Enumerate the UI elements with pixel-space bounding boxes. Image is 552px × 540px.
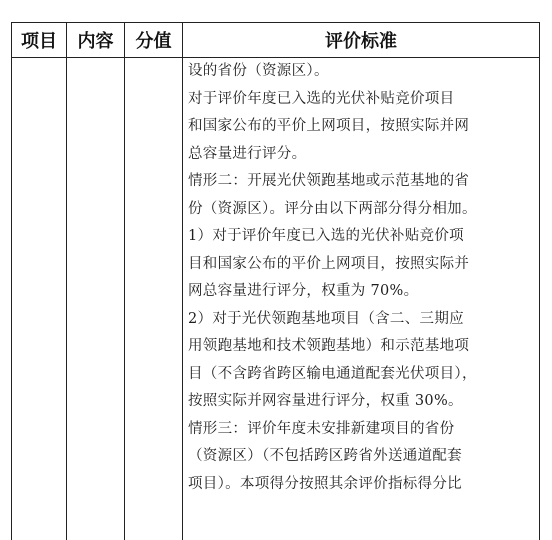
evaluation-table <box>11 22 540 540</box>
header-content: 内容 <box>77 31 114 52</box>
item-cell <box>12 58 66 540</box>
header-score: 分值 <box>135 31 172 52</box>
criteria-line: 目（不含跨省跨区输电通道配套光伏项目）， <box>188 365 477 382</box>
header-item: 项目 <box>21 31 57 52</box>
criteria-line: 对于评价年度已入选的光伏补贴竞价项目 <box>188 90 455 107</box>
content-cell <box>67 58 124 540</box>
criteria-line: 1）对于评价年度已入选的光伏补贴竞价项 <box>188 228 464 244</box>
criteria-line: 按照实际并网容量进行评分，权重 30%。 <box>188 393 463 409</box>
criteria-line: 和国家公布的平价上网项目，按照实际并网 <box>188 118 470 134</box>
criteria-line: 用领跑基地和技术领跑基地）和示范基地项 <box>188 338 470 354</box>
criteria-line: 网总容量进行评分，权重为 70%。 <box>188 283 419 299</box>
criteria-line: 份（资源区）。评分由以下两部分得分相加。 <box>188 200 477 217</box>
criteria-line: 总容量进行评分。 <box>188 145 307 162</box>
criteria-line: 情形三：评价年度未安排新建项目的省份 <box>188 420 455 437</box>
score-cell <box>125 58 182 540</box>
criteria-cell <box>183 58 539 498</box>
criteria-line: 目和国家公布的平价上网项目，按照实际并 <box>188 255 470 272</box>
criteria-line: 情形二：开展光伏领跑基地或示范基地的省 <box>188 173 470 189</box>
criteria-line: （资源区）（不包括跨区跨省外送通道配套 <box>188 448 462 464</box>
header-criteria: 评价标准 <box>325 31 397 52</box>
criteria-line: 2）对于光伏领跑基地项目（含二、三期应 <box>188 310 464 327</box>
criteria-line: 项目）。本项得分按照其余评价指标得分比 <box>188 475 462 492</box>
criteria-line: 设的省份（资源区）。 <box>188 63 329 79</box>
